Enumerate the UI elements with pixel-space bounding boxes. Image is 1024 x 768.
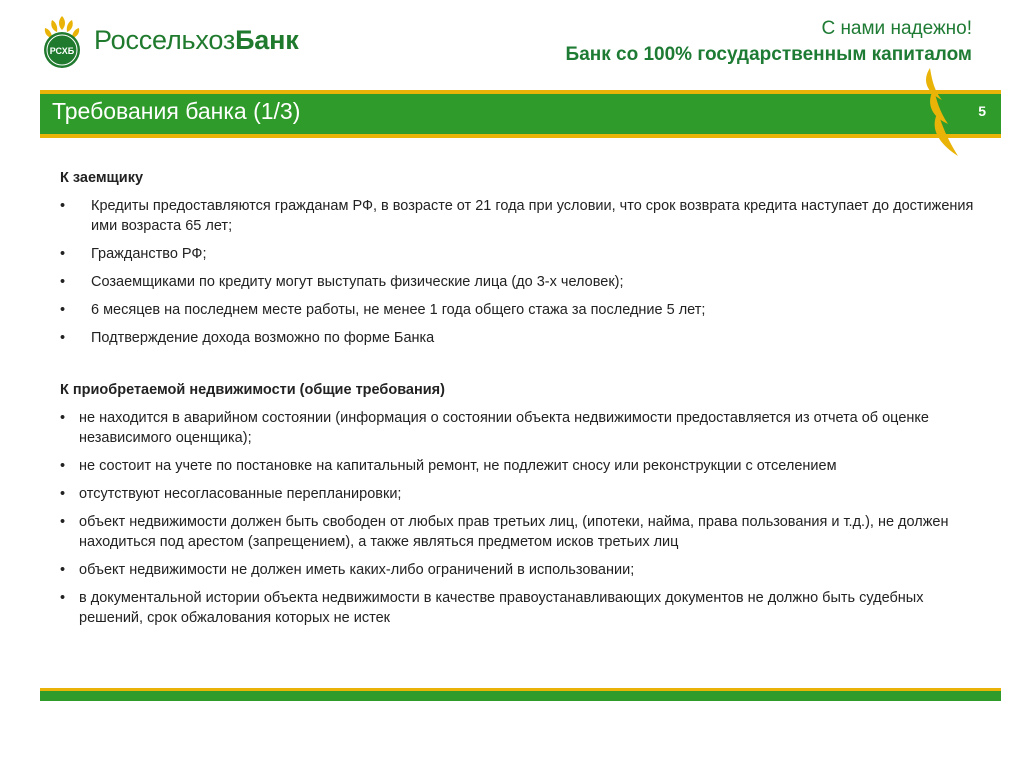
property-requirements-list — [60, 408, 980, 628]
bank-name-bold: Банк — [235, 24, 299, 55]
slogan-line-2: Банк со 100% государственным капиталом — [565, 44, 972, 65]
list-item: • 6 месяцев на последнем месте работы, не менее 1 года общего стажа за последние 5 лет; — [60, 300, 980, 320]
list-item: • объект недвижимости не должен иметь каких-либо ограничений в использовании; — [60, 560, 980, 580]
list-item: • Кредиты предоставляются гражданам РФ, в возрасте от 21 года при условии, что срок возврата кредита наступает до достижения ими возраста 65 лет; — [60, 196, 980, 236]
slide-content — [60, 168, 980, 636]
list-item: • Гражданство РФ; — [60, 244, 980, 264]
emblem-text: РСХБ — [49, 46, 75, 56]
footer-bar — [40, 688, 1001, 701]
property-heading: К приобретаемой недвижимости (общие требования) — [60, 382, 445, 398]
title-bar — [40, 90, 1001, 138]
bank-name-light: Россельхоз — [94, 24, 236, 55]
bank-logo — [38, 10, 299, 70]
list-item: • отсутствуют несогласованные перепланировки; — [60, 484, 980, 504]
page-number: 5 — [978, 103, 986, 119]
list-item: • в документальной истории объекта недвижимости в качестве правоустанавливающих документов не должно быть судебных решений, срок обжалования которых не истек — [60, 588, 980, 628]
list-item: • объект недвижимости должен быть свободен от любых прав третьих лиц, (ипотеки, найма, права пользования и т.д.), не должен находиться под арестом (запрещением), а также являться предметом исков третьих лиц — [60, 512, 980, 552]
list-item: • Подтверждение дохода возможно по форме Банка — [60, 328, 980, 348]
bank-name — [94, 25, 299, 56]
list-item: • Созаемщиками по кредиту могут выступать физические лица (до 3-х человек); — [60, 272, 980, 292]
wheat-ribbon-icon — [920, 66, 964, 158]
borrower-heading: К заемщику — [60, 170, 144, 186]
slogan — [566, 16, 972, 68]
borrower-requirements-list — [60, 196, 980, 348]
list-item: • не состоит на учете по постановке на капитальный ремонт, не подлежит сносу или реконструкции с отселением — [60, 456, 980, 476]
bank-emblem-icon — [38, 10, 86, 70]
list-item: • не находится в аварийном состоянии (информация о состоянии объекта недвижимости предоставляется из отчета об оценке независимого оценщика); — [60, 408, 980, 448]
slogan-line-1: С нами надежно! — [821, 18, 972, 39]
slide-title: Требования банка (1/3) — [52, 98, 301, 124]
